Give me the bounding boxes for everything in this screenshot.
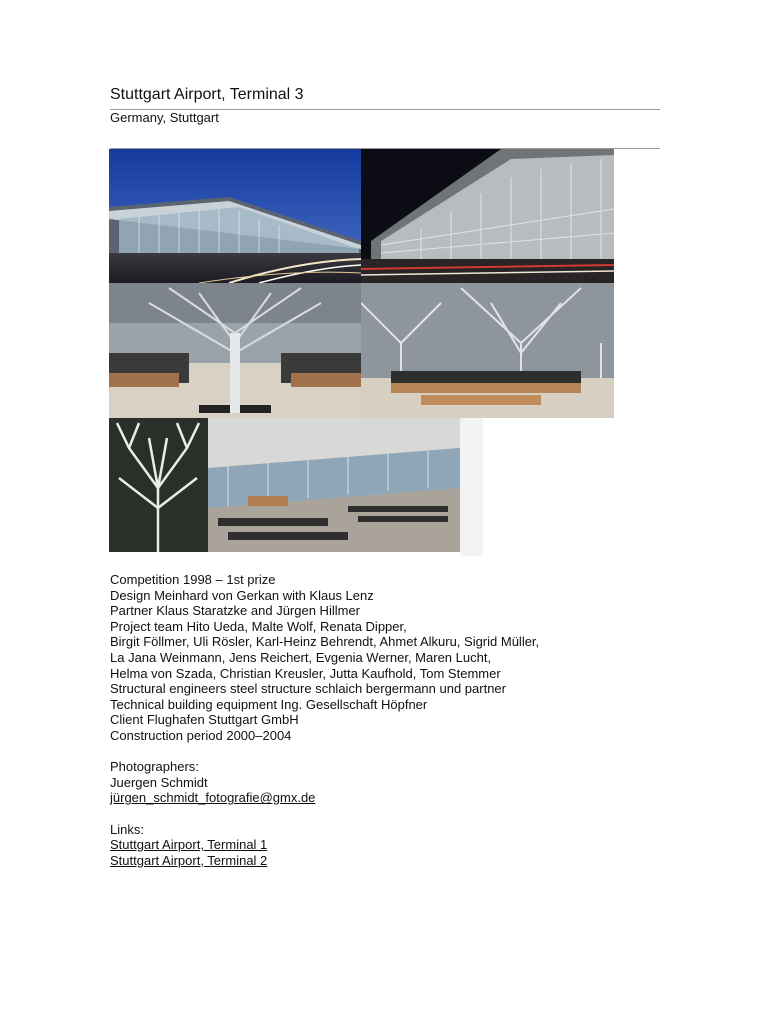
credit-line: Competition 1998 – 1st prize: [110, 572, 276, 587]
credit-line: Design Meinhard von Gerkan with Klaus Lenz: [110, 587, 374, 603]
photo-terminal-interior-hall: [109, 283, 361, 418]
spacer: [110, 806, 539, 822]
image-edge-strip: [460, 418, 483, 556]
photographer-email-link[interactable]: jürgen_schmidt_fotografie@gmx.de: [110, 790, 316, 806]
link-terminal-1[interactable]: Stuttgart Airport, Terminal 1: [110, 837, 268, 853]
links-label: Links:: [110, 821, 144, 837]
link-terminal-2[interactable]: Stuttgart Airport, Terminal 2: [110, 852, 268, 868]
photo-terminal-exterior-night: [361, 149, 614, 283]
credit-line: Helma von Szada, Christian Kreusler, Jutta Kaufhold, Tom Stemmer: [110, 665, 501, 681]
page-subtitle: Germany, Stuttgart: [110, 110, 219, 125]
photo-terminal-checkin-area: [361, 283, 614, 418]
photographers-label: Photographers:: [110, 759, 199, 775]
credit-line: Birgit Föllmer, Uli Rösler, Karl-Heinz Behrendt, Ahmet Alkuru, Sigrid Müller,: [110, 634, 540, 650]
spacer: [110, 744, 539, 760]
credit-line: Partner Klaus Staratzke and Jürgen Hillmer: [110, 603, 361, 619]
photo-terminal-exterior-dusk: [109, 149, 361, 283]
credit-line: Client Flughafen Stuttgart GmbH: [110, 712, 299, 728]
photo-departure-lounge: [208, 418, 460, 552]
project-credits: [110, 572, 539, 868]
page-title: Stuttgart Airport, Terminal 3: [110, 86, 304, 103]
credit-line: La Jana Weinmann, Jens Reichert, Evgenia Werner, Maren Lucht,: [110, 649, 492, 665]
credit-line: Construction period 2000–2004: [110, 727, 292, 743]
credit-line: Project team Hito Ueda, Malte Wolf, Renata Dipper,: [110, 618, 407, 634]
credit-line: Structural engineers steel structure schlaich bergermann und partner: [110, 681, 506, 697]
credit-line: Technical building equipment Ing. Gesellschaft Höpfner: [110, 696, 428, 712]
photo-tree-column-detail: [109, 418, 208, 552]
photographer-name: Juergen Schmidt: [110, 774, 208, 790]
